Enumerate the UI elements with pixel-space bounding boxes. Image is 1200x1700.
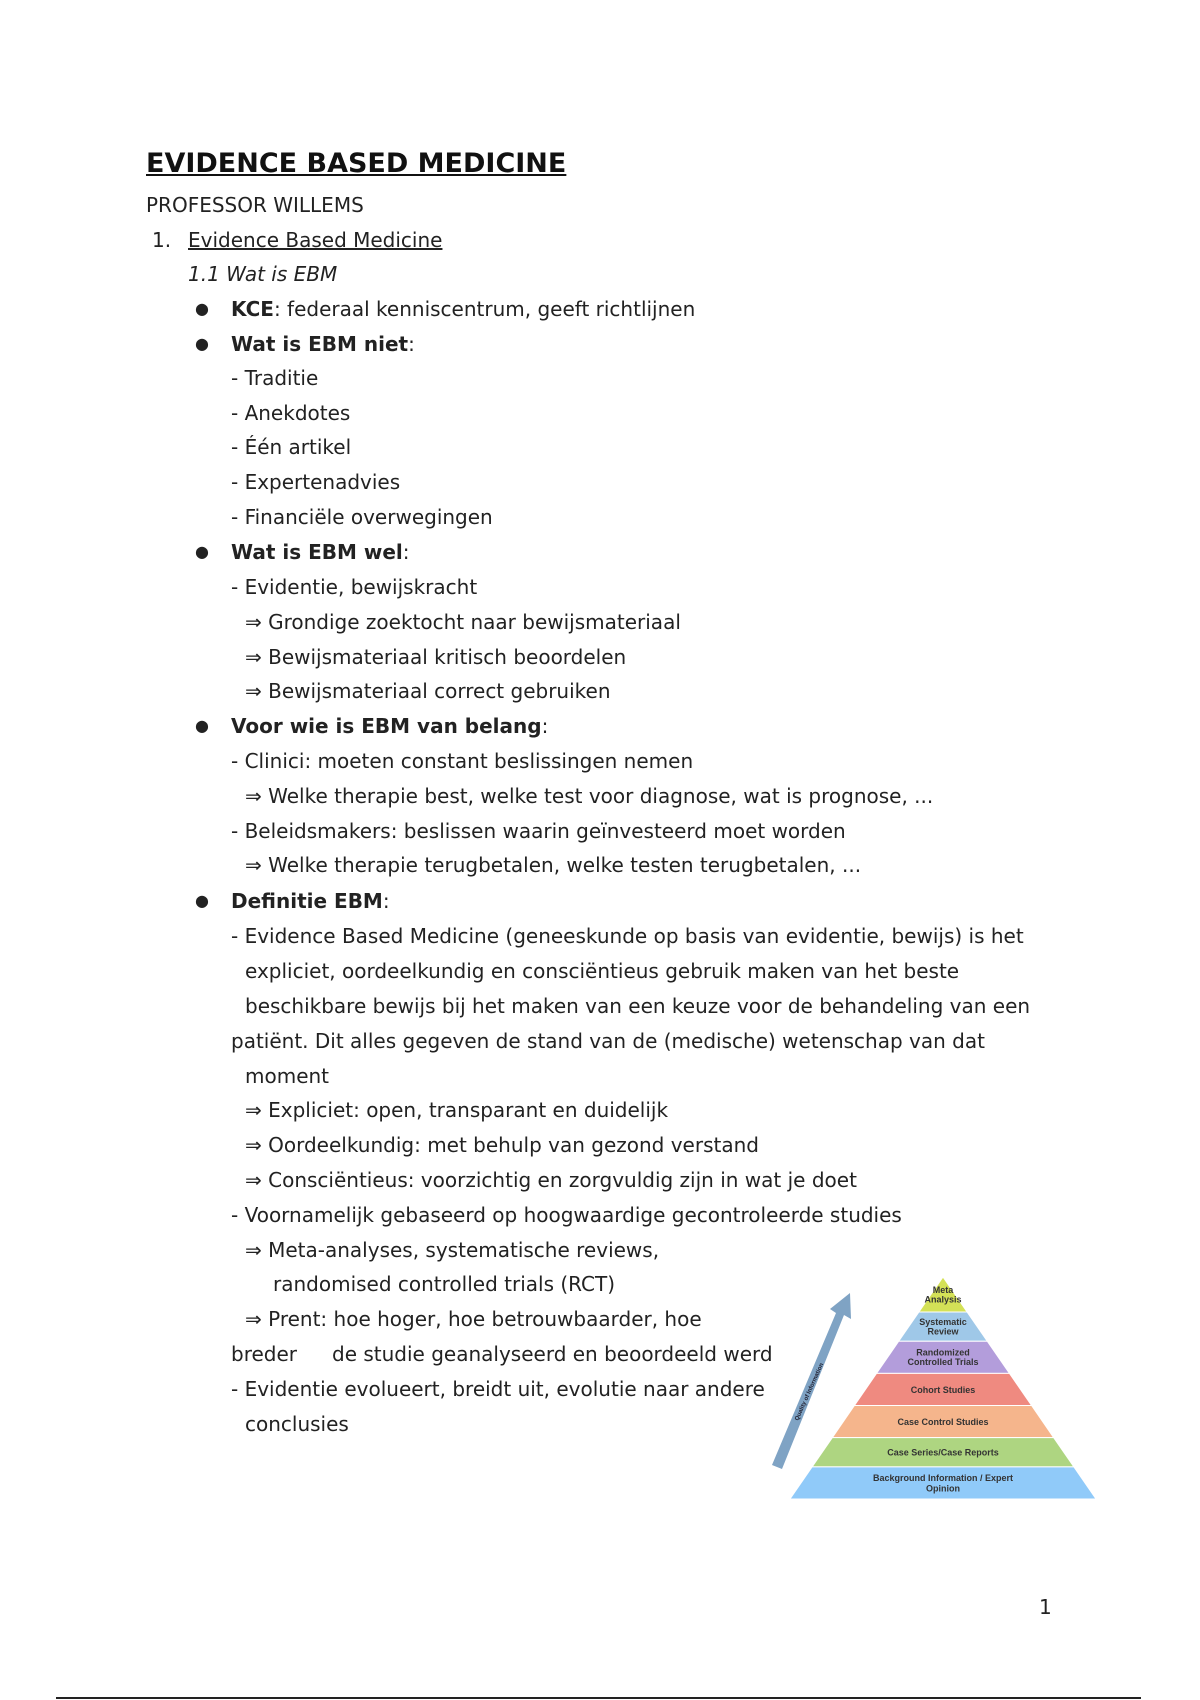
evidence-pyramid-figure bbox=[770, 1275, 1100, 1505]
pyramid-level-label: Controlled Trials bbox=[907, 1357, 979, 1368]
colon: : bbox=[382, 889, 390, 913]
sub-item: ⇒ Oordeelkundig: met behulp van gezond verstand bbox=[245, 1133, 759, 1157]
list-item: - Evidentie, bewijskracht bbox=[231, 575, 478, 599]
niet-heading-text: Wat is EBM niet bbox=[231, 332, 409, 356]
list-item: - Één artikel bbox=[231, 435, 352, 459]
professor-name: PROFESSOR WILLEMS bbox=[146, 193, 364, 217]
subsection-heading: 1.1 Wat is EBM bbox=[188, 262, 338, 286]
bullet-icon: ● bbox=[195, 542, 209, 561]
list-item: - Clinici: moeten constant beslissingen nemen bbox=[231, 749, 694, 773]
sub-item: ⇒ Prent: hoe hoger, hoe betrouwbaarder, hoe bbox=[245, 1307, 702, 1331]
sub-item: ⇒ Welke therapie terugbetalen, welke testen terugbetalen, ... bbox=[245, 853, 862, 877]
list-item: - Financiële overwegingen bbox=[231, 505, 493, 529]
pyramid-level-label: Background Information / Expert bbox=[872, 1473, 1014, 1484]
niet-heading bbox=[231, 331, 415, 357]
sub-item: ⇒ Consciëntieus: voorzichtig en zorgvuldig zijn in wat je doet bbox=[245, 1168, 857, 1192]
kce-line bbox=[231, 296, 695, 322]
sub-item-continuation: breder bbox=[231, 1342, 298, 1366]
bullet-icon: ● bbox=[195, 891, 209, 910]
pyramid-level-label: Cohort Studies bbox=[910, 1384, 976, 1395]
pyramid-level-label: Case Control Studies bbox=[897, 1416, 989, 1427]
sub-item: ⇒ Expliciet: open, transparant en duidelijk bbox=[245, 1098, 669, 1122]
section-heading: Evidence Based Medicine bbox=[188, 228, 443, 252]
paragraph-line: - Evidence Based Medicine (geneeskunde op basis van evidentie, bewijs) is het bbox=[231, 924, 1024, 948]
sub-item-continuation: de studie geanalyseerd en beoordeeld werd bbox=[332, 1342, 773, 1366]
page-number: 1 bbox=[1039, 1595, 1052, 1619]
definitie-heading bbox=[231, 888, 390, 914]
sub-item: ⇒ Welke therapie best, welke test voor diagnose, wat is prognose, ... bbox=[245, 784, 934, 808]
list-item: - Traditie bbox=[231, 366, 319, 390]
document-title: EVIDENCE BASED MEDICINE bbox=[146, 148, 567, 179]
bullet-icon: ● bbox=[195, 716, 209, 735]
list-item: - Beleidsmakers: beslissen waarin geïnvesteerd moet worden bbox=[231, 819, 846, 843]
paragraph-line: conclusies bbox=[245, 1412, 349, 1436]
pyramid-level-label: Systematic bbox=[919, 1316, 967, 1327]
list-item: - Expertenadvies bbox=[231, 470, 401, 494]
voorwie-heading-text: Voor wie is EBM van belang bbox=[231, 714, 542, 738]
pyramid-level-label: Analysis bbox=[924, 1294, 962, 1305]
kce-term: KCE bbox=[231, 297, 274, 321]
wel-heading bbox=[231, 539, 410, 565]
definitie-heading-text: Definitie EBM bbox=[231, 889, 383, 913]
pyramid-level-label: Review bbox=[927, 1326, 959, 1337]
pyramid-level-label: Case Series/Case Reports bbox=[887, 1447, 999, 1458]
voorwie-heading bbox=[231, 713, 548, 739]
paragraph-line: expliciet, oordeelkundig en consciëntieus gebruik maken van het beste bbox=[245, 959, 960, 983]
list-item: - Anekdotes bbox=[231, 401, 351, 425]
footer-rule bbox=[56, 1697, 1141, 1699]
bullet-icon: ● bbox=[195, 299, 209, 318]
arrow-label: Quality of Information bbox=[794, 1362, 826, 1422]
paragraph-line: moment bbox=[245, 1064, 330, 1088]
colon: : bbox=[541, 714, 549, 738]
pyramid-level-label: Opinion bbox=[926, 1483, 960, 1494]
section-number: 1. bbox=[152, 228, 172, 252]
wel-heading-text: Wat is EBM wel bbox=[231, 540, 403, 564]
list-item: - Evidentie evolueert, breidt uit, evolutie naar andere bbox=[231, 1377, 765, 1401]
pyramid-level-label: Meta bbox=[932, 1284, 954, 1295]
sub-item-continuation: randomised controlled trials (RCT) bbox=[273, 1272, 616, 1296]
sub-item: ⇒ Meta-analyses, systematische reviews, bbox=[245, 1238, 660, 1262]
colon: : bbox=[408, 332, 415, 356]
paragraph-line: beschikbare bewijs bij het maken van een keuze voor de behandeling van een bbox=[245, 994, 1031, 1018]
kce-text: : federaal kenniscentrum, geeft richtlijnen bbox=[273, 297, 696, 321]
sub-item: ⇒ Grondige zoektocht naar bewijsmateriaal bbox=[245, 610, 681, 634]
sub-item: ⇒ Bewijsmateriaal correct gebruiken bbox=[245, 679, 611, 703]
sub-item: ⇒ Bewijsmateriaal kritisch beoordelen bbox=[245, 645, 627, 669]
bullet-icon: ● bbox=[195, 334, 209, 353]
list-item: - Voornamelijk gebaseerd op hoogwaardige gecontroleerde studies bbox=[231, 1203, 902, 1227]
colon: : bbox=[402, 540, 410, 564]
pyramid-level-label: Randomized bbox=[916, 1347, 970, 1358]
paragraph-line: patiënt. Dit alles gegeven de stand van de (medische) wetenschap van dat bbox=[231, 1029, 985, 1053]
